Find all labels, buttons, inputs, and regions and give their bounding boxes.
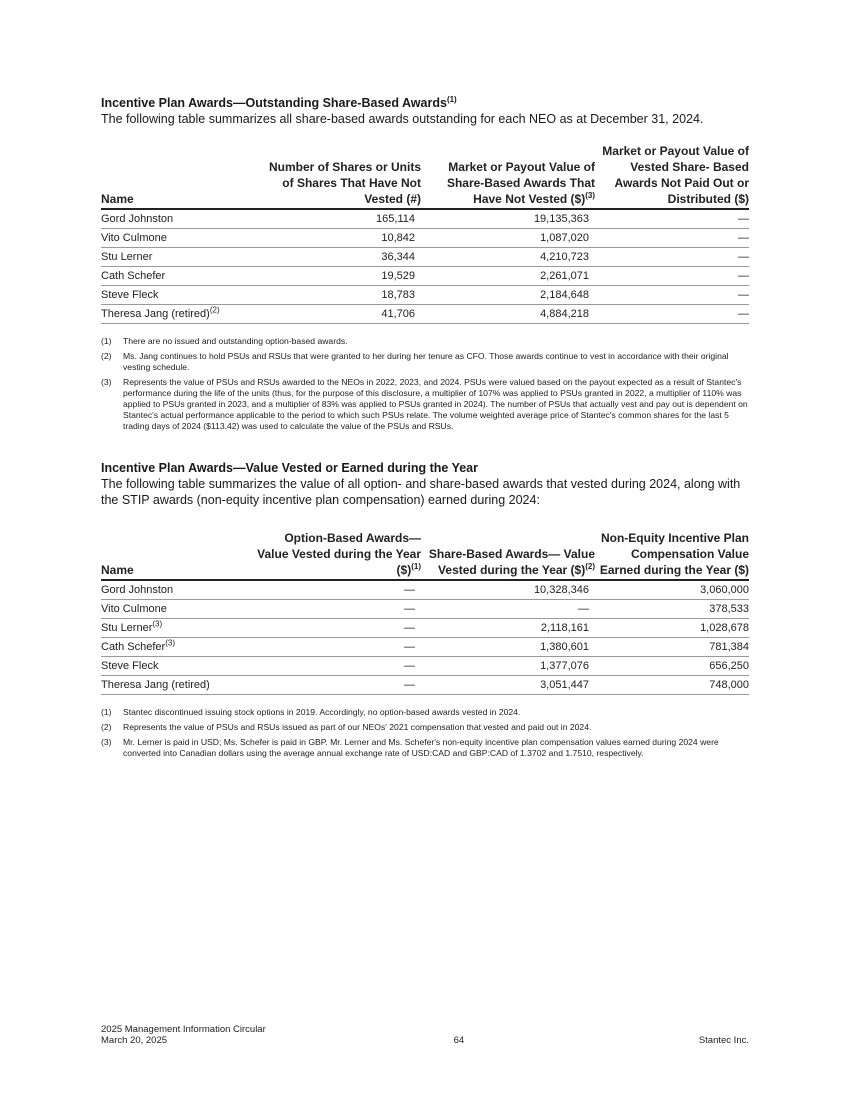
section-intro: The following table summarizes all share-based awards outstanding for each NEO as at December 31, 2024.: [101, 112, 704, 126]
cell-col2: 19,135,363: [421, 209, 595, 229]
cell-col2: 1,377,076: [421, 657, 595, 676]
outstanding-awards-table: [101, 143, 749, 324]
footnote-number: (1): [101, 336, 112, 346]
cell-name: Gord Johnston: [101, 580, 255, 600]
cell-col3: 748,000: [595, 676, 749, 695]
cell-col1: 18,783: [255, 286, 421, 305]
header-col1: Number of Shares or Units of Shares That Have Not Vested (#): [268, 160, 421, 206]
table-row: [101, 229, 749, 248]
cell-col3: —: [595, 229, 749, 248]
cell-name: Cath Schefer$^{(3)}$: [101, 638, 255, 657]
footnote-text: Ms. Jang continues to hold PSUs and RSUs that were granted to her during her tenure as CFO. Those awards continue to vest in accordance with their original vesting schedule.: [123, 351, 729, 372]
cell-name: Theresa Jang (retired): [101, 676, 255, 695]
cell-col3: —: [595, 209, 749, 229]
table-row: [101, 305, 749, 324]
table-row: [101, 209, 749, 229]
footnote-text: Stantec discontinued issuing stock options in 2019. Accordingly, no option-based awards vested in 2024.: [123, 707, 521, 717]
header-name: Name: [101, 192, 134, 206]
footnotes: [101, 336, 749, 432]
footnote-text: There are no issued and outstanding option-based awards.: [123, 336, 348, 346]
cell-name: Vito Culmone: [101, 600, 255, 619]
header-col1: Option-Based Awards— Value Vested during the Year ($)$^{(1)}$: [257, 531, 421, 577]
table-header-row: [101, 530, 749, 580]
cell-col2: 2,118,161: [421, 619, 595, 638]
cell-col3: —: [595, 305, 749, 324]
footnote-number: (1): [101, 707, 112, 717]
cell-col1: —: [255, 600, 421, 619]
section-value-vested: [101, 460, 749, 763]
cell-col1: —: [255, 580, 421, 600]
table-row: [101, 676, 749, 695]
cell-col2: 4,884,218: [421, 305, 595, 324]
header-col2: Market or Payout Value of Share-Based Awards That Have Not Vested ($)$^{(3)}$: [446, 160, 595, 206]
table-row: [101, 267, 749, 286]
cell-name: Steve Fleck: [101, 657, 255, 676]
cell-col3: 378,533: [595, 600, 749, 619]
cell-col3: 656,250: [595, 657, 749, 676]
footnote-number: (3): [101, 737, 112, 747]
cell-col1: 10,842: [255, 229, 421, 248]
cell-col3: 1,028,678: [595, 619, 749, 638]
cell-col1: 165,114: [255, 209, 421, 229]
cell-name: Theresa Jang (retired)$^{(2)}$: [101, 305, 255, 324]
cell-name: Vito Culmone: [101, 229, 255, 248]
cell-name: Stu Lerner$^{(3)}$: [101, 619, 255, 638]
value-vested-table: [101, 530, 749, 695]
footer-company: Stantec Inc.: [698, 1035, 749, 1046]
section-title: Incentive Plan Awards—Outstanding Share-Based Awards$^{(1)}$: [101, 94, 457, 110]
footnote: [101, 351, 749, 373]
table-row: [101, 600, 749, 619]
table-row: [101, 638, 749, 657]
footnote-number: (2): [101, 722, 112, 732]
cell-col1: —: [255, 619, 421, 638]
cell-col2: 1,380,601: [421, 638, 595, 657]
cell-col3: —: [595, 267, 749, 286]
footnote-text: Mr. Lerner is paid in USD; Ms. Schefer is paid in GBP. Mr. Lerner and Ms. Schefer's non-equity incentive plan compensation values earned during 2024 were converted into Canadian dollars using the average annual exchange rate of USD:CAD and GBP:CAD of 1.3702 and 1.7510, respectively.: [123, 737, 719, 758]
page-footer: [101, 1024, 749, 1046]
header-col3: Market or Payout Value of Vested Share- Based Awards Not Paid Out or Distributed ($): [602, 144, 749, 206]
footnote-text: Represents the value of PSUs and RSUs issued as part of our NEOs' 2021 compensation that vested and paid out in 2024.: [123, 722, 592, 732]
table-row: [101, 657, 749, 676]
table-row: [101, 286, 749, 305]
section-title: Incentive Plan Awards—Value Vested or Earned during the Year: [101, 461, 478, 475]
cell-col2: —: [421, 600, 595, 619]
cell-name: Steve Fleck: [101, 286, 255, 305]
cell-col3: 3,060,000: [595, 580, 749, 600]
table-header-row: [101, 143, 749, 209]
page-number: 64: [453, 1035, 465, 1046]
cell-col1: —: [255, 638, 421, 657]
cell-col2: 4,210,723: [421, 248, 595, 267]
header-col3: Non-Equity Incentive Plan Compensation Value Earned during the Year ($): [599, 531, 749, 577]
cell-col2: 10,328,346: [421, 580, 595, 600]
cell-col2: 3,051,447: [421, 676, 595, 695]
footnote: [101, 722, 749, 733]
footnote-number: (2): [101, 351, 112, 361]
cell-col3: —: [595, 286, 749, 305]
footnote: [101, 377, 749, 432]
header-col2: Share-Based Awards— Value Vested during the Year ($)$^{(2)}$: [428, 547, 595, 577]
cell-col2: 2,184,648: [421, 286, 595, 305]
footnote: [101, 707, 749, 718]
footnote-number: (3): [101, 377, 112, 387]
table-row: [101, 619, 749, 638]
header-name: Name: [101, 563, 134, 577]
cell-col1: 36,344: [255, 248, 421, 267]
cell-col1: 41,706: [255, 305, 421, 324]
cell-col1: —: [255, 657, 421, 676]
footnote: [101, 737, 749, 759]
table-row: [101, 580, 749, 600]
footnotes: [101, 707, 749, 759]
footnote-text: Represents the value of PSUs and RSUs awarded to the NEOs in 2022, 2023, and 2024. PSUs were valued based on the payout expected as a result of Stantec's performance during the life of the units (thus, for the purpose of this disclosure, a multiplier of 107% was applied to PSUs granted in 2022, a multiplier of 110% was applied to PSUs granted in 2023, and a multiplier of 83% was applied to PSUs granted in 2024). The number of PSUs that actually vest and pay out is dependent on Stantec's actual performance applicable to the period to which such PSUs relate. The volume weighted average price of Stantec's common shares for the last 5 trading days of 2024 ($113.42) was used to calculate the value of the PSUs and RSUs.: [123, 377, 748, 431]
table-row: [101, 248, 749, 267]
cell-col2: 2,261,071: [421, 267, 595, 286]
footnote: [101, 336, 749, 347]
cell-col2: 1,087,020: [421, 229, 595, 248]
section-outstanding-awards: [101, 95, 749, 436]
cell-col3: 781,384: [595, 638, 749, 657]
cell-name: Cath Schefer: [101, 267, 255, 286]
cell-col1: —: [255, 676, 421, 695]
section-intro: The following table summarizes the value of all option- and share-based awards that vested during 2024, along with the STIP awards (non-equity incentive plan compensation) earned during 2024:: [101, 477, 741, 507]
cell-col1: 19,529: [255, 267, 421, 286]
cell-name: Gord Johnston: [101, 209, 255, 229]
cell-col3: —: [595, 248, 749, 267]
footer-date: March 20, 2025: [101, 1035, 168, 1046]
cell-name: Stu Lerner: [101, 248, 255, 267]
footer-doc-title: 2025 Management Information Circular: [101, 1024, 266, 1035]
